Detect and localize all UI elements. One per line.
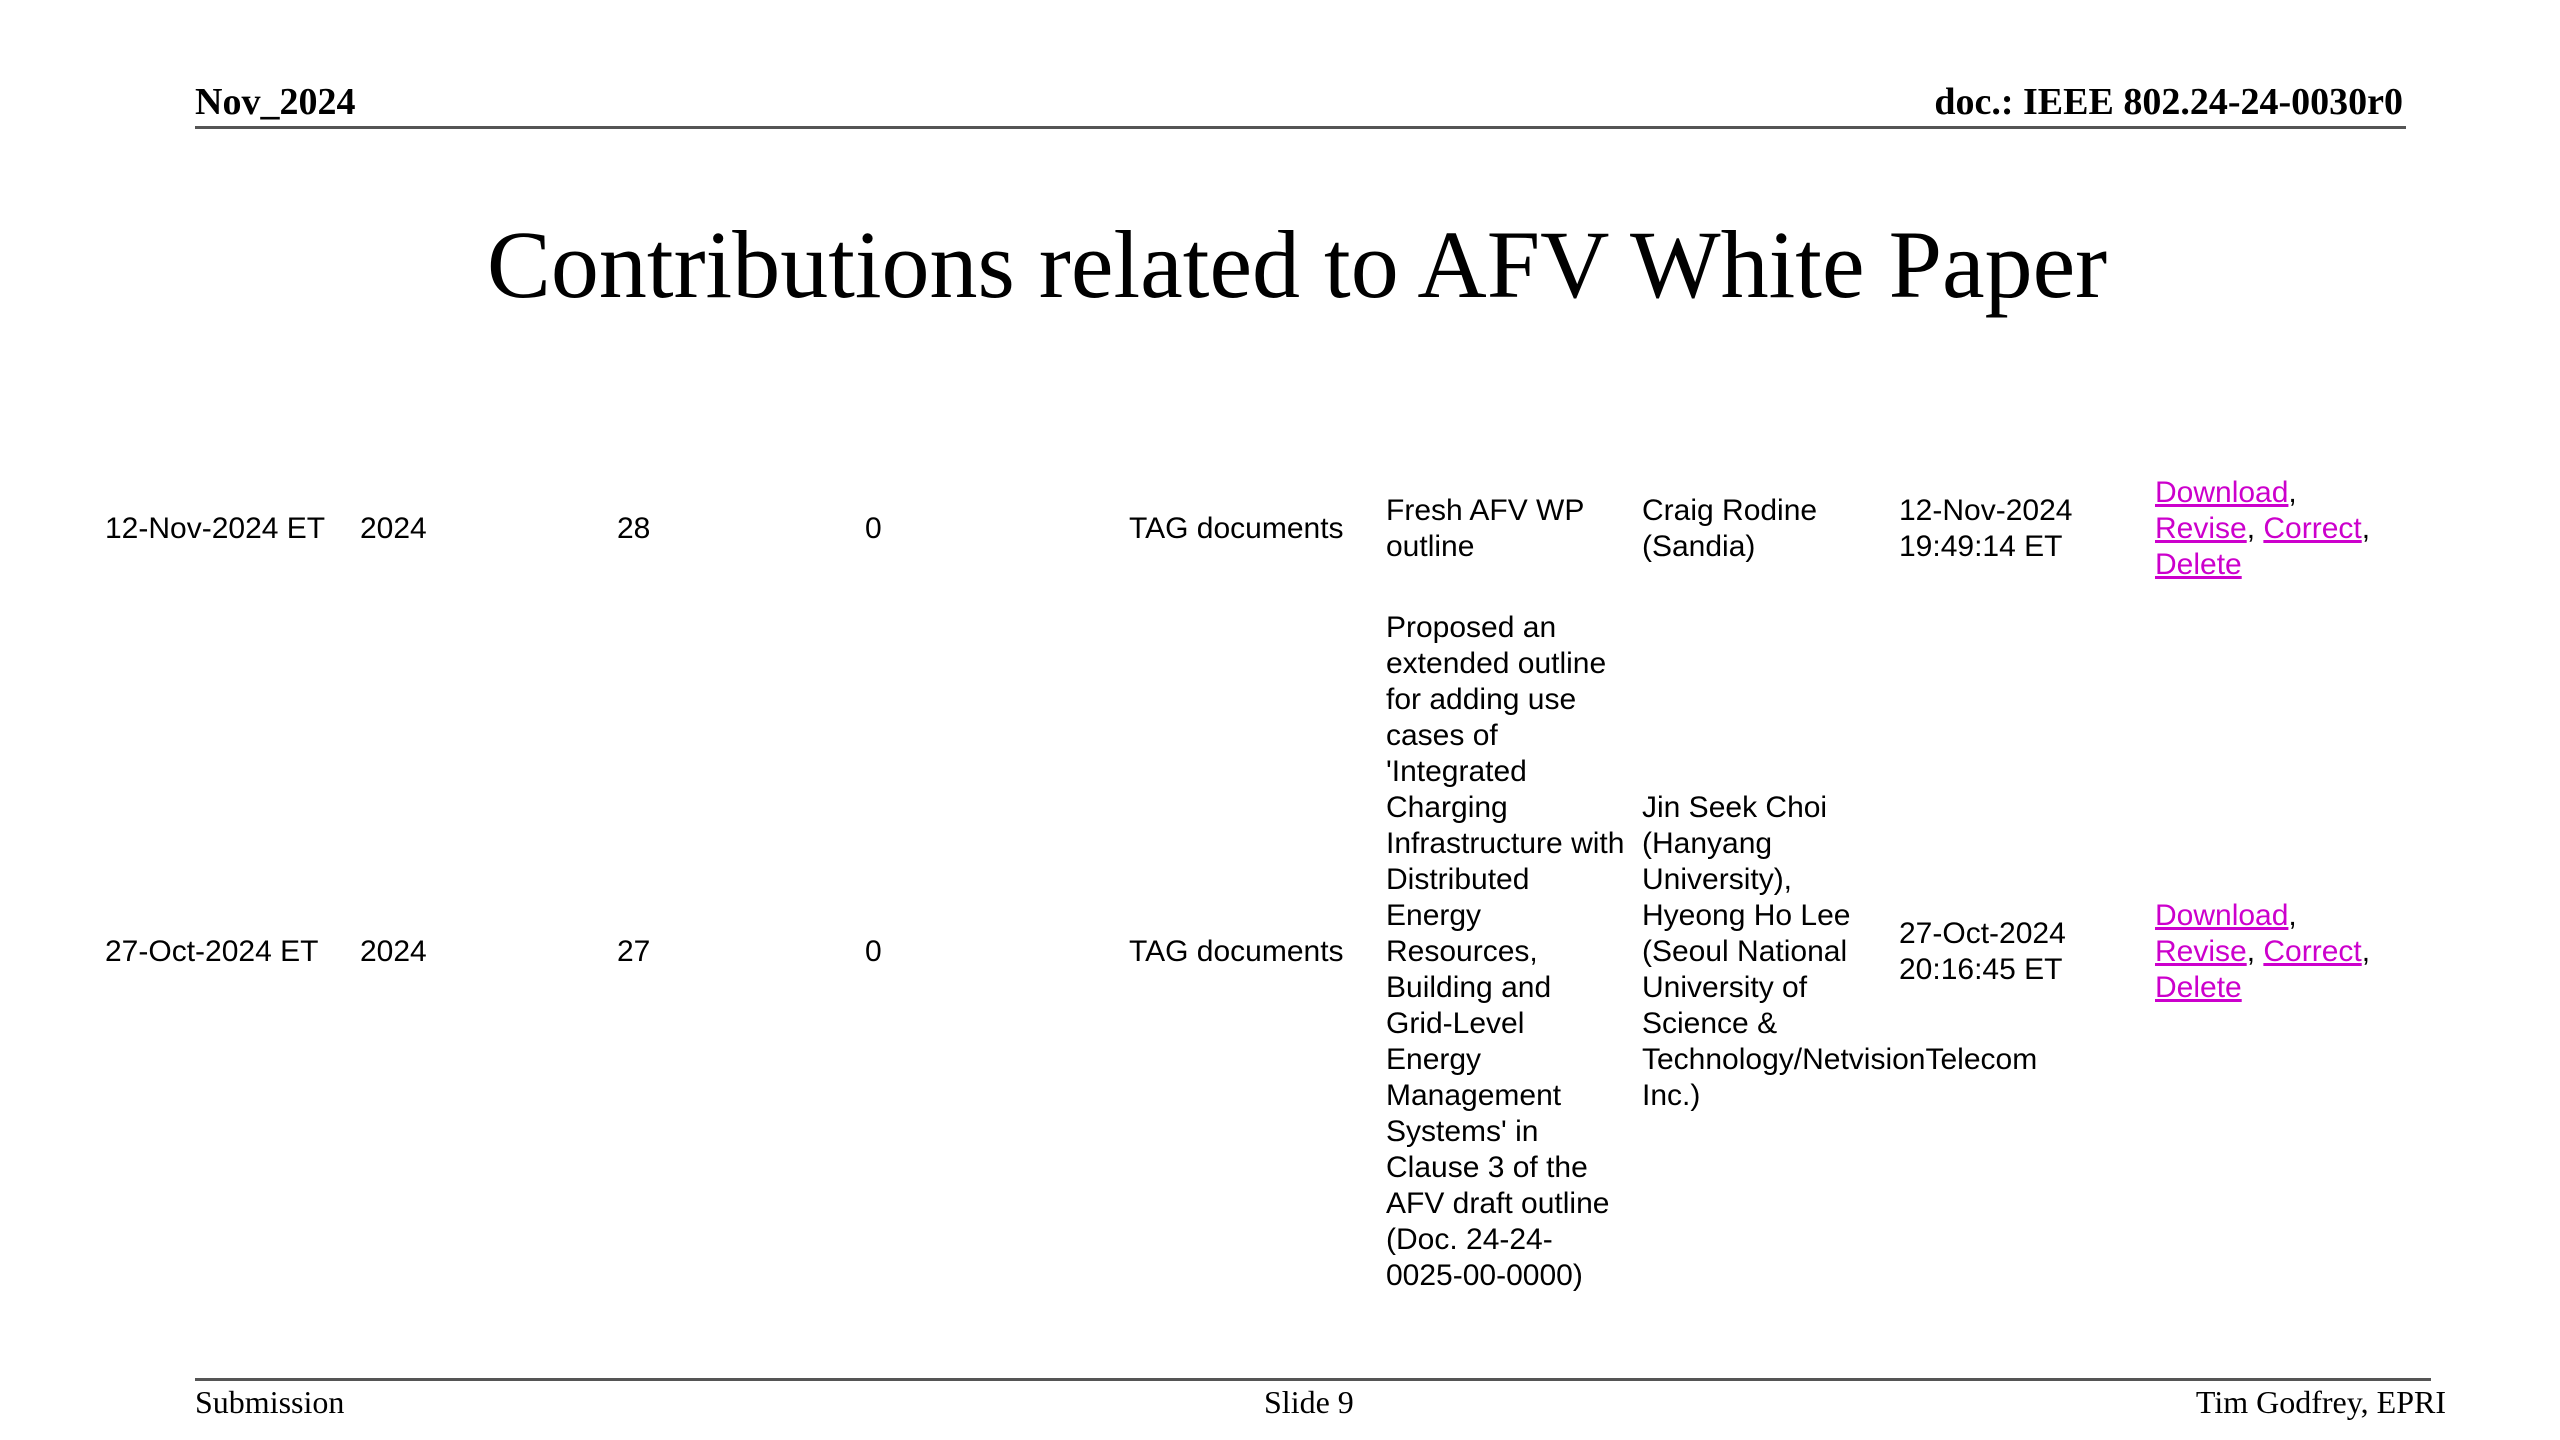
cell-actions: Download, Revise, Correct, Delete xyxy=(2155,476,2371,581)
cell-author: Jin Seek Choi (Hanyang University), Hyeong Ho Lee (Seoul National University of Science & Technology/NetvisionTelecom Inc.) xyxy=(1642,791,2038,1112)
footer-submission: Submission xyxy=(195,1384,345,1420)
cell-doc-title: Proposed an extended outline for adding use cases of 'Integrated Charging Infrastructure with Distributed Energy Resources, Building and Grid-Level Energy Management Systems' in Clause 3 of the AFV draft outline (Doc. 24-24-0025-00-0000) xyxy=(1386,611,1625,1292)
cell-year: 2024 xyxy=(360,512,427,545)
correct-link[interactable]: Correct xyxy=(2263,512,2362,545)
table-row xyxy=(97,611,2437,1292)
footer-rule xyxy=(195,1378,2431,1381)
cell-uploaded: 27-Oct-2024 20:16:45 ET xyxy=(1899,917,2066,986)
download-link[interactable]: Download xyxy=(2155,899,2289,932)
cell-number: 27 xyxy=(617,935,651,968)
revise-link[interactable]: Revise xyxy=(2155,512,2247,545)
header-doc-id: doc.: IEEE 802.24-24-0030r0 xyxy=(1934,81,2403,123)
footer-slide-number: Slide 9 xyxy=(1264,1384,1354,1420)
delete-link[interactable]: Delete xyxy=(2155,548,2242,581)
cell-doc-title: Fresh AFV WP outline xyxy=(1386,494,1584,563)
cell-revision: 0 xyxy=(865,935,882,968)
revise-link[interactable]: Revise xyxy=(2155,935,2247,968)
cell-date: 27-Oct-2024 ET xyxy=(105,935,319,968)
cell-actions: Download, Revise, Correct, Delete xyxy=(2155,899,2371,1004)
delete-link[interactable]: Delete xyxy=(2155,971,2242,1004)
header-date: Nov_2024 xyxy=(195,81,356,123)
cell-date: 12-Nov-2024 ET xyxy=(105,512,326,545)
cell-group: TAG documents xyxy=(1129,512,1344,545)
download-link[interactable]: Download xyxy=(2155,476,2289,509)
slide-title: Contributions related to AFV White Paper xyxy=(486,211,2108,318)
cell-uploaded: 12-Nov-2024 19:49:14 ET xyxy=(1899,494,2073,563)
cell-author: Craig Rodine (Sandia) xyxy=(1642,494,1818,563)
correct-link[interactable]: Correct xyxy=(2263,935,2362,968)
table-row xyxy=(97,426,2437,632)
cell-group: TAG documents xyxy=(1129,935,1344,968)
footer-author: Tim Godfrey, EPRI xyxy=(2195,1384,2446,1420)
documents-table xyxy=(97,426,2437,1292)
header-rule xyxy=(195,126,2406,129)
cell-number: 28 xyxy=(617,512,651,545)
cell-year: 2024 xyxy=(360,935,427,968)
cell-revision: 0 xyxy=(865,512,882,545)
